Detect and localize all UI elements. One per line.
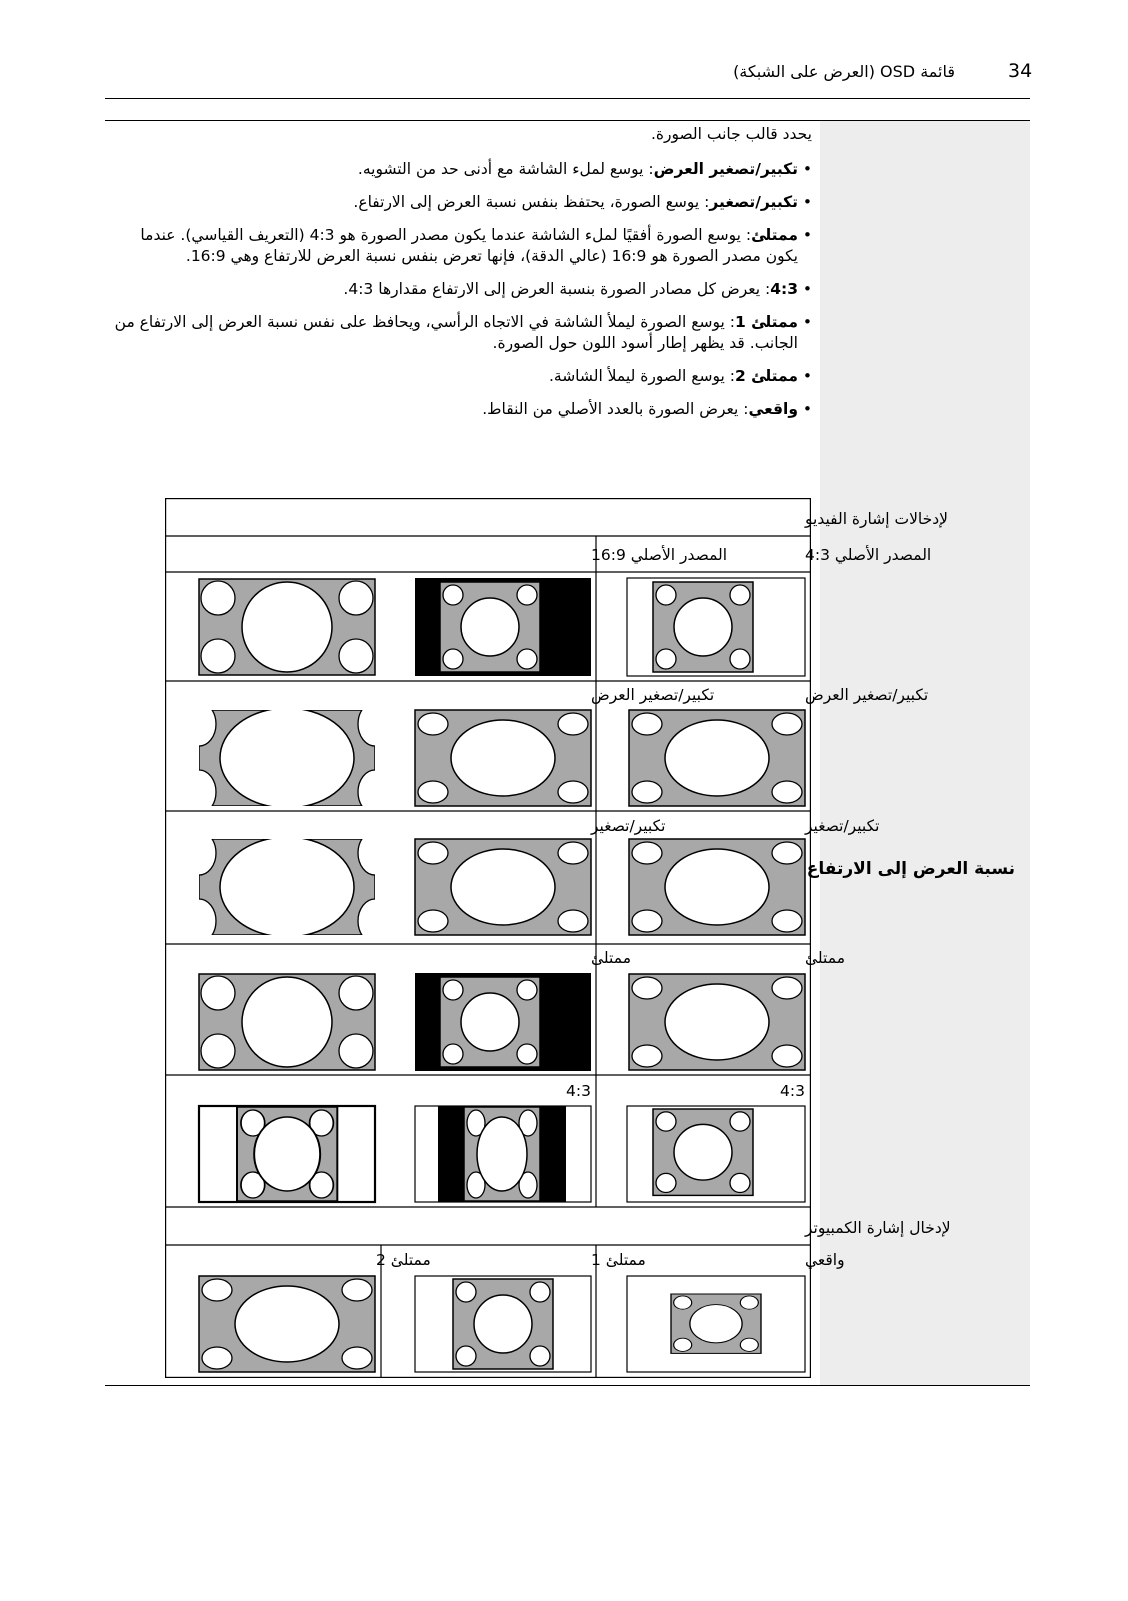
list-item bbox=[112, 312, 812, 354]
row-label: تكبير/تصغير العرض bbox=[805, 686, 929, 704]
row-label: ممتلئ bbox=[591, 949, 631, 967]
option-desc: : يعرض كل مصادر الصورة بنسبة العرض إلى الارتفاع مقدارها 4:3. bbox=[343, 280, 771, 298]
option-desc: : يوسع الصورة ليملأ الشاشة في الاتجاه الرأسي، ويحافظ على نفس نسبة العرض إلى الارتفاع من الجانب. قد يظهر إطار أسود اللون حول الصورة. bbox=[114, 313, 798, 352]
list-item bbox=[112, 399, 812, 420]
pc-real-image bbox=[627, 1276, 805, 1372]
option-term: تكبير/تصغير bbox=[709, 193, 798, 211]
ratio-4-3-4-3-image bbox=[627, 1106, 805, 1202]
side-label: نسبة العرض إلى الارتفاع bbox=[806, 859, 1015, 879]
option-term: تكبير/تصغير العرض bbox=[653, 160, 798, 178]
pc-label-full1: ممتلئ 1 bbox=[591, 1251, 646, 1269]
pc-full2-image bbox=[199, 1276, 375, 1372]
full-4-3-image bbox=[629, 974, 805, 1070]
original-16-9-letterbox-image bbox=[415, 578, 591, 676]
option-term: ممتلئ 2 bbox=[734, 367, 798, 385]
ratio-4-3-16-9-image bbox=[415, 1106, 591, 1202]
wide-zoom-4-3-image bbox=[629, 710, 805, 806]
list-item bbox=[112, 159, 812, 180]
original-4-3-image bbox=[627, 578, 805, 676]
full-16-9-image bbox=[199, 974, 375, 1070]
pc-label-real: واقعي bbox=[805, 1251, 845, 1269]
video-section-header: لإدخالات إشارة الفيديو bbox=[805, 510, 948, 528]
column-header-4-3: المصدر الأصلي 4:3 bbox=[805, 546, 932, 564]
wide-zoom-16-9-image bbox=[415, 710, 591, 806]
table-bottom-rule bbox=[105, 1385, 1030, 1386]
side-panel bbox=[806, 121, 1030, 1385]
row-label: 4:3 bbox=[566, 1082, 591, 1100]
page-header bbox=[105, 52, 1033, 99]
option-term: ممتلئ bbox=[751, 226, 798, 244]
page-number: 34 bbox=[1008, 60, 1033, 82]
zoom-16-9-image bbox=[415, 839, 591, 935]
row-label: ممتلئ bbox=[805, 949, 845, 967]
option-desc: : يوسع لملء الشاشة مع أدنى حد من التشويه. bbox=[357, 160, 654, 178]
original-16-9-image bbox=[199, 579, 375, 675]
row-label: تكبير/تصغير bbox=[805, 817, 880, 835]
pc-full1-image bbox=[415, 1276, 591, 1372]
intro-text: يحدد قالب جانب الصورة. bbox=[650, 125, 812, 143]
row-label: تكبير/تصغير bbox=[591, 817, 666, 835]
option-term: واقعي bbox=[748, 400, 798, 418]
zoom-16-9-output-image bbox=[182, 831, 392, 943]
full-16-9-letterbox-image bbox=[415, 973, 591, 1071]
header-title: قائمة OSD (العرض على الشبكة) bbox=[733, 62, 955, 81]
row-label: 4:3 bbox=[780, 1082, 805, 1100]
zoom-4-3-image bbox=[629, 839, 805, 935]
pc-label-full2: ممتلئ 2 bbox=[376, 1251, 431, 1269]
pc-section-header: لإدخال إشارة الكمبيوتر bbox=[805, 1219, 951, 1237]
list-item bbox=[112, 225, 812, 267]
row-label: تكبير/تصغير العرض bbox=[591, 686, 715, 704]
option-desc: : يوسع الصورة، يحتفظ بنفس نسبة العرض إلى الارتفاع. bbox=[353, 193, 710, 211]
option-desc: : يعرض الصورة بالعدد الأصلي من النقاط. bbox=[482, 400, 749, 418]
option-term: 4:3 bbox=[770, 280, 798, 298]
option-desc: : يوسع الصورة أفقيًا لملء الشاشة عندما يكون مصدر الصورة هو 4:3 (التعريف القياسي). عندما يكون مصدر الصورة هو 16:9 (عالي الدقة)، فإنها تعرض بنفس نسبة العرض للارتفاع وهي 16:9. bbox=[140, 226, 798, 265]
option-term: ممتلئ 1 bbox=[734, 313, 798, 331]
option-desc: : يوسع الصورة ليملأ الشاشة. bbox=[548, 367, 735, 385]
ratio-4-3-16-9-output-image bbox=[199, 1106, 375, 1202]
description bbox=[112, 124, 812, 432]
list-item bbox=[112, 366, 812, 387]
wide-zoom-16-9-output-image bbox=[182, 702, 392, 814]
list-item bbox=[112, 192, 812, 213]
column-header-16-9: المصدر الأصلي 16:9 bbox=[591, 546, 728, 564]
list-item bbox=[112, 279, 812, 300]
option-list bbox=[112, 159, 812, 420]
